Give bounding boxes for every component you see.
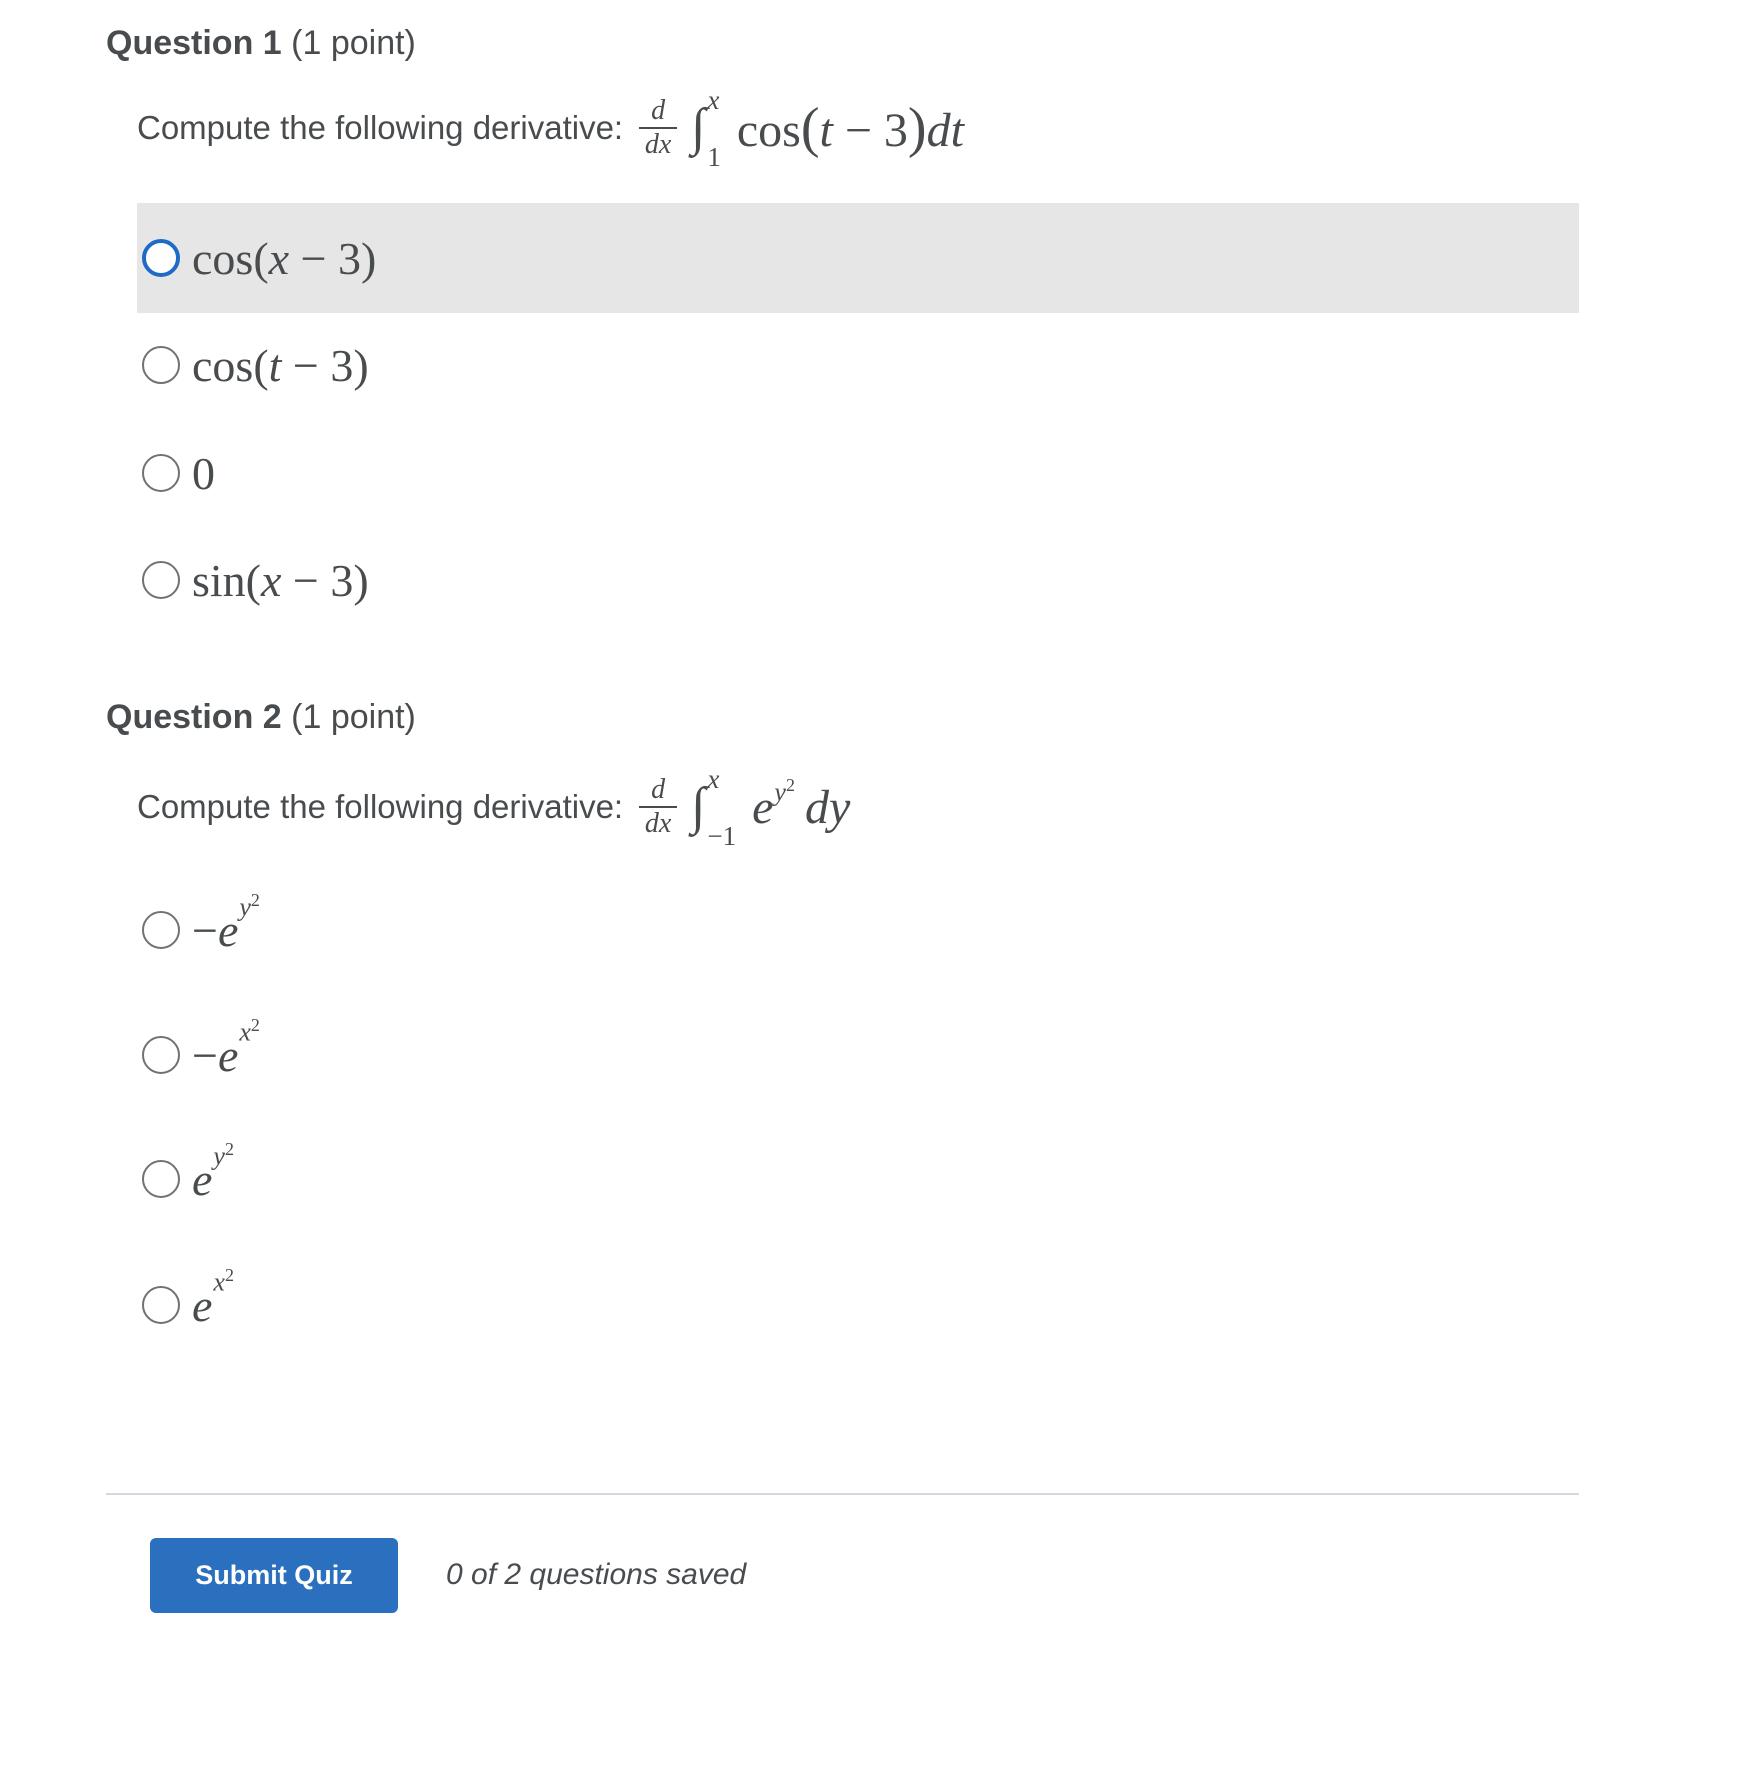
upper-limit: x: [707, 764, 720, 794]
question-2-title: [106, 698, 416, 737]
option-value: 0: [192, 447, 215, 499]
exp-base: e: [752, 780, 774, 834]
radio-button[interactable]: [142, 1286, 180, 1324]
option-base: e: [192, 1153, 213, 1205]
footer-divider: [106, 1493, 1579, 1495]
radio-button[interactable]: [142, 1036, 180, 1074]
frac-numerator: d: [651, 95, 666, 126]
option-label: [192, 339, 369, 392]
save-status: 0 of 2 questions saved: [446, 1558, 747, 1591]
integrand-rest: − 3: [832, 104, 908, 157]
frac-denominator: dx: [644, 808, 672, 839]
exponent-power: 2: [785, 774, 795, 795]
question-1-label: Question 1: [106, 24, 282, 62]
integral-limits: [707, 764, 737, 851]
option-base: e: [192, 1279, 213, 1331]
question-2-points: (1 point): [291, 698, 416, 736]
option-sign: −: [192, 904, 218, 956]
option-exponent: [213, 1265, 234, 1298]
close-paren: ): [907, 97, 927, 159]
option-exponent-power: 2: [250, 1014, 260, 1035]
exponent: [774, 775, 795, 808]
question-1-title: [106, 24, 416, 63]
question-1-prompt: [137, 83, 964, 173]
differential: dt: [926, 104, 964, 157]
integrand: [752, 774, 851, 835]
question-2-label: Question 2: [106, 698, 282, 736]
open-paren: (: [800, 97, 820, 159]
option-exponent-power: 2: [250, 889, 260, 910]
radio-button[interactable]: [142, 346, 180, 384]
integrand: [737, 96, 964, 160]
question-2-option-2[interactable]: [137, 1000, 1579, 1110]
option-base: e: [217, 1029, 239, 1081]
radio-button[interactable]: [142, 1160, 180, 1198]
option-text-post: − 3): [281, 339, 369, 391]
option-label: [192, 447, 215, 500]
upper-limit: x: [707, 85, 720, 115]
integral: [691, 85, 721, 172]
option-text-pre: cos(: [192, 339, 269, 391]
radio-button[interactable]: [142, 454, 180, 492]
option-var: x: [268, 232, 290, 284]
option-label: [192, 889, 260, 957]
option-label: [192, 1014, 260, 1082]
option-text-pre: cos(: [192, 232, 269, 284]
option-exponent-power: 2: [224, 1264, 234, 1285]
option-exponent-power: 2: [224, 1138, 234, 1159]
option-sign: −: [192, 1029, 218, 1081]
question-1-option-3[interactable]: [137, 418, 1579, 528]
integral: [691, 764, 737, 851]
submit-quiz-button[interactable]: Submit Quiz: [150, 1538, 398, 1613]
option-base: e: [217, 904, 239, 956]
option-var: t: [268, 339, 282, 391]
option-label: [192, 232, 376, 285]
option-label: [192, 1264, 234, 1332]
question-1-formula: [639, 85, 964, 172]
question-1-points: (1 point): [291, 24, 416, 62]
question-1-option-4[interactable]: [137, 525, 1579, 635]
derivative-operator: [639, 97, 677, 159]
option-exponent-var: x: [239, 1017, 251, 1047]
option-var: x: [261, 554, 282, 606]
option-exponent-var: y: [213, 1141, 225, 1171]
option-text-post: − 3): [289, 232, 377, 284]
question-2-option-3[interactable]: [137, 1124, 1579, 1234]
radio-button[interactable]: [142, 911, 180, 949]
option-exponent: [239, 1015, 260, 1048]
option-exponent: [239, 890, 260, 923]
question-2-prompt-text: Compute the following derivative:: [137, 788, 624, 825]
question-1-prompt-text: Compute the following derivative:: [137, 109, 624, 146]
frac-denominator: dx: [644, 129, 672, 160]
question-2-prompt: [137, 762, 850, 852]
question-1-option-1[interactable]: [137, 203, 1579, 313]
question-1-option-2[interactable]: [137, 310, 1579, 420]
question-2-option-4[interactable]: [137, 1250, 1579, 1360]
exponent-var: y: [774, 777, 786, 807]
differential: dy: [804, 780, 851, 834]
question-2-formula: [639, 764, 851, 851]
derivative-operator: [639, 776, 677, 838]
option-label: [192, 1138, 234, 1206]
integral-sign: ∫: [691, 99, 706, 156]
option-text-pre: sin(: [192, 554, 261, 606]
frac-numerator: d: [651, 774, 666, 805]
integral-limits: [707, 85, 721, 172]
option-exponent-var: x: [213, 1267, 225, 1297]
radio-button[interactable]: [142, 239, 180, 277]
question-2-option-1[interactable]: [137, 875, 1579, 985]
lower-limit: −1: [707, 821, 737, 851]
radio-button[interactable]: [142, 561, 180, 599]
option-label: [192, 554, 369, 607]
option-exponent-var: y: [239, 892, 251, 922]
integrand-var: t: [819, 104, 833, 157]
option-text-post: − 3): [281, 554, 369, 606]
lower-limit: 1: [707, 142, 721, 172]
integral-sign: ∫: [691, 778, 706, 835]
option-exponent: [213, 1139, 234, 1172]
func-name: cos: [736, 104, 801, 157]
